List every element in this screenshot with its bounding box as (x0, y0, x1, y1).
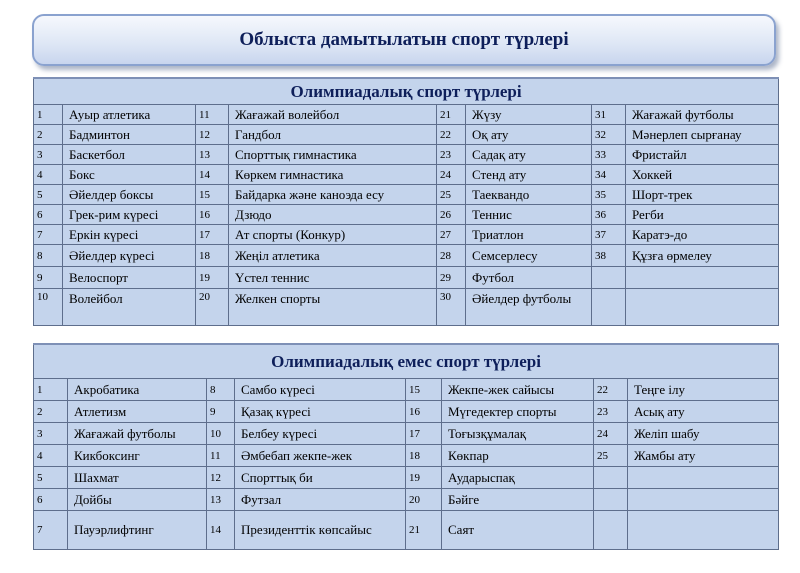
sport-number: 9 (34, 267, 63, 289)
sport-number: 23 (437, 145, 466, 165)
sport-name: Спорттық би (235, 467, 406, 489)
sport-number: 3 (34, 145, 63, 165)
sport-name: Акробатика (68, 379, 207, 401)
sport-name (628, 489, 779, 511)
table-row (34, 445, 779, 467)
sport-number: 32 (592, 125, 626, 145)
sport-number: 14 (207, 511, 235, 550)
sport-number: 6 (34, 205, 63, 225)
sport-number: 11 (207, 445, 235, 467)
sport-number: 25 (437, 185, 466, 205)
sport-name: Теннис (466, 205, 592, 225)
sport-name (626, 289, 779, 326)
sport-name: Таеквандо (466, 185, 592, 205)
sport-name: Каратэ-до (626, 225, 779, 245)
sport-name: Бокс (63, 165, 196, 185)
table-row (34, 145, 779, 165)
sport-name: Спорттық гимнастика (229, 145, 437, 165)
sport-name: Ат спорты (Конкур) (229, 225, 437, 245)
sport-number (592, 289, 626, 326)
sport-name: Бадминтон (63, 125, 196, 145)
table-row (34, 225, 779, 245)
sport-name: Футзал (235, 489, 406, 511)
sport-number: 16 (406, 401, 442, 423)
sport-name: Белбеу күресі (235, 423, 406, 445)
table-row (34, 245, 779, 267)
sport-name: Шахмат (68, 467, 207, 489)
table-row (34, 489, 779, 511)
table-row (34, 467, 779, 489)
sport-name: Бәйге (442, 489, 594, 511)
sport-number: 28 (437, 245, 466, 267)
sport-name (626, 267, 779, 289)
sport-name: Жағажай футболы (626, 105, 779, 125)
sport-number: 27 (437, 225, 466, 245)
sport-name: Көкпар (442, 445, 594, 467)
sport-number: 35 (592, 185, 626, 205)
table-row (34, 511, 779, 550)
sport-number: 10 (207, 423, 235, 445)
sport-number (594, 489, 628, 511)
sport-name: Футбол (466, 267, 592, 289)
sport-number: 18 (406, 445, 442, 467)
sport-name: Триатлон (466, 225, 592, 245)
sport-number: 6 (34, 489, 68, 511)
sport-name: Әйелдер күресі (63, 245, 196, 267)
table-row (34, 125, 779, 145)
sport-name: Самбо күресі (235, 379, 406, 401)
sport-number: 21 (437, 105, 466, 125)
sport-number: 26 (437, 205, 466, 225)
sport-number: 13 (207, 489, 235, 511)
table-row (34, 423, 779, 445)
sport-name: Стенд ату (466, 165, 592, 185)
sport-number: 23 (594, 401, 628, 423)
sport-number: 7 (34, 511, 68, 550)
sport-number: 22 (594, 379, 628, 401)
sport-number: 13 (196, 145, 229, 165)
table-row (34, 267, 779, 289)
sport-name: Желкен спорты (229, 289, 437, 326)
sport-number (594, 511, 628, 550)
sport-number: 38 (592, 245, 626, 267)
table-row (34, 205, 779, 225)
sport-name: Құзға өрмелеу (626, 245, 779, 267)
table-row (34, 165, 779, 185)
sport-name: Оқ ату (466, 125, 592, 145)
sport-name: Фристайл (626, 145, 779, 165)
sport-number: 29 (437, 267, 466, 289)
sport-name: Тоғызқұмалақ (442, 423, 594, 445)
sport-number: 24 (437, 165, 466, 185)
sport-name: Садақ ату (466, 145, 592, 165)
sport-number: 2 (34, 125, 63, 145)
sport-name (628, 467, 779, 489)
sport-number: 8 (207, 379, 235, 401)
sport-number: 17 (406, 423, 442, 445)
sport-number (594, 467, 628, 489)
sport-name: Хоккей (626, 165, 779, 185)
sport-name: Жүзу (466, 105, 592, 125)
sport-number: 14 (196, 165, 229, 185)
sport-number: 17 (196, 225, 229, 245)
sport-number: 1 (34, 105, 63, 125)
sport-number: 2 (34, 401, 68, 423)
sport-name: Грек-рим күресі (63, 205, 196, 225)
sport-number: 15 (196, 185, 229, 205)
sport-number: 36 (592, 205, 626, 225)
sport-number: 15 (406, 379, 442, 401)
sport-number: 19 (406, 467, 442, 489)
sport-name: Атлетизм (68, 401, 207, 423)
sport-name: Президенттік көпсайыс (235, 511, 406, 550)
sport-name: Регби (626, 205, 779, 225)
sport-name: Волейбол (63, 289, 196, 326)
sport-number: 10 (34, 289, 63, 326)
olympic-heading: Олимпиадалық спорт түрлері (34, 78, 779, 105)
sport-name: Велоспорт (63, 267, 196, 289)
sport-name: Көркем гимнастика (229, 165, 437, 185)
table-row (34, 185, 779, 205)
sport-number: 16 (196, 205, 229, 225)
sport-name: Дойбы (68, 489, 207, 511)
table-row (34, 289, 779, 326)
sport-name: Желіп шабу (628, 423, 779, 445)
sport-name: Жекпе-жек сайысы (442, 379, 594, 401)
sport-name: Семсерлесу (466, 245, 592, 267)
sport-number: 8 (34, 245, 63, 267)
sport-number: 9 (207, 401, 235, 423)
sport-number: 20 (406, 489, 442, 511)
sport-number (592, 267, 626, 289)
sport-name: Әйелдер футболы (466, 289, 592, 326)
sport-number: 22 (437, 125, 466, 145)
sport-name: Мүгедектер спорты (442, 401, 594, 423)
sport-number: 12 (196, 125, 229, 145)
sport-number: 19 (196, 267, 229, 289)
sport-name: Жағажай волейбол (229, 105, 437, 125)
sport-number: 34 (592, 165, 626, 185)
sport-name: Еркін күресі (63, 225, 196, 245)
sport-number: 33 (592, 145, 626, 165)
sport-number: 7 (34, 225, 63, 245)
sport-number: 31 (592, 105, 626, 125)
sport-number: 4 (34, 165, 63, 185)
sport-number: 12 (207, 467, 235, 489)
sport-name: Мәнерлеп сырғанау (626, 125, 779, 145)
non-olympic-heading: Олимпиадалық емес спорт түрлері (34, 344, 779, 379)
sport-number: 21 (406, 511, 442, 550)
sport-number: 11 (196, 105, 229, 125)
sport-number: 4 (34, 445, 68, 467)
sport-name: Аударыспақ (442, 467, 594, 489)
sport-number: 5 (34, 185, 63, 205)
sport-name: Ауыр атлетика (63, 105, 196, 125)
sport-name: Жеңіл атлетика (229, 245, 437, 267)
sport-name: Әйелдер боксы (63, 185, 196, 205)
sport-name: Саят (442, 511, 594, 550)
sport-number: 1 (34, 379, 68, 401)
sport-name: Қазақ күресі (235, 401, 406, 423)
sport-number: 5 (34, 467, 68, 489)
page-title: Облыста дамытылатын спорт түрлері (32, 14, 776, 66)
sport-name: Пауэрлифтинг (68, 511, 207, 550)
sport-number: 37 (592, 225, 626, 245)
table-row (34, 401, 779, 423)
sport-name: Шорт-трек (626, 185, 779, 205)
sport-name: Жағажай футболы (68, 423, 207, 445)
table-row (34, 379, 779, 401)
sport-number: 20 (196, 289, 229, 326)
sport-name: Асық ату (628, 401, 779, 423)
sport-number: 3 (34, 423, 68, 445)
sport-name: Кикбоксинг (68, 445, 207, 467)
sport-name: Үстел теннис (229, 267, 437, 289)
sport-name: Дзюдо (229, 205, 437, 225)
olympic-sports-table (33, 77, 779, 326)
sport-number: 18 (196, 245, 229, 267)
table-row (34, 105, 779, 125)
sport-number: 30 (437, 289, 466, 326)
sport-name: Байдарка және каноэда есу (229, 185, 437, 205)
sport-number: 25 (594, 445, 628, 467)
sport-name: Гандбол (229, 125, 437, 145)
sport-name: Жамбы ату (628, 445, 779, 467)
sport-name: Теңге ілу (628, 379, 779, 401)
sport-name (628, 511, 779, 550)
sport-name: Баскетбол (63, 145, 196, 165)
sport-number: 24 (594, 423, 628, 445)
non-olympic-sports-table (33, 343, 779, 550)
sport-name: Әмбебап жекпе-жек (235, 445, 406, 467)
